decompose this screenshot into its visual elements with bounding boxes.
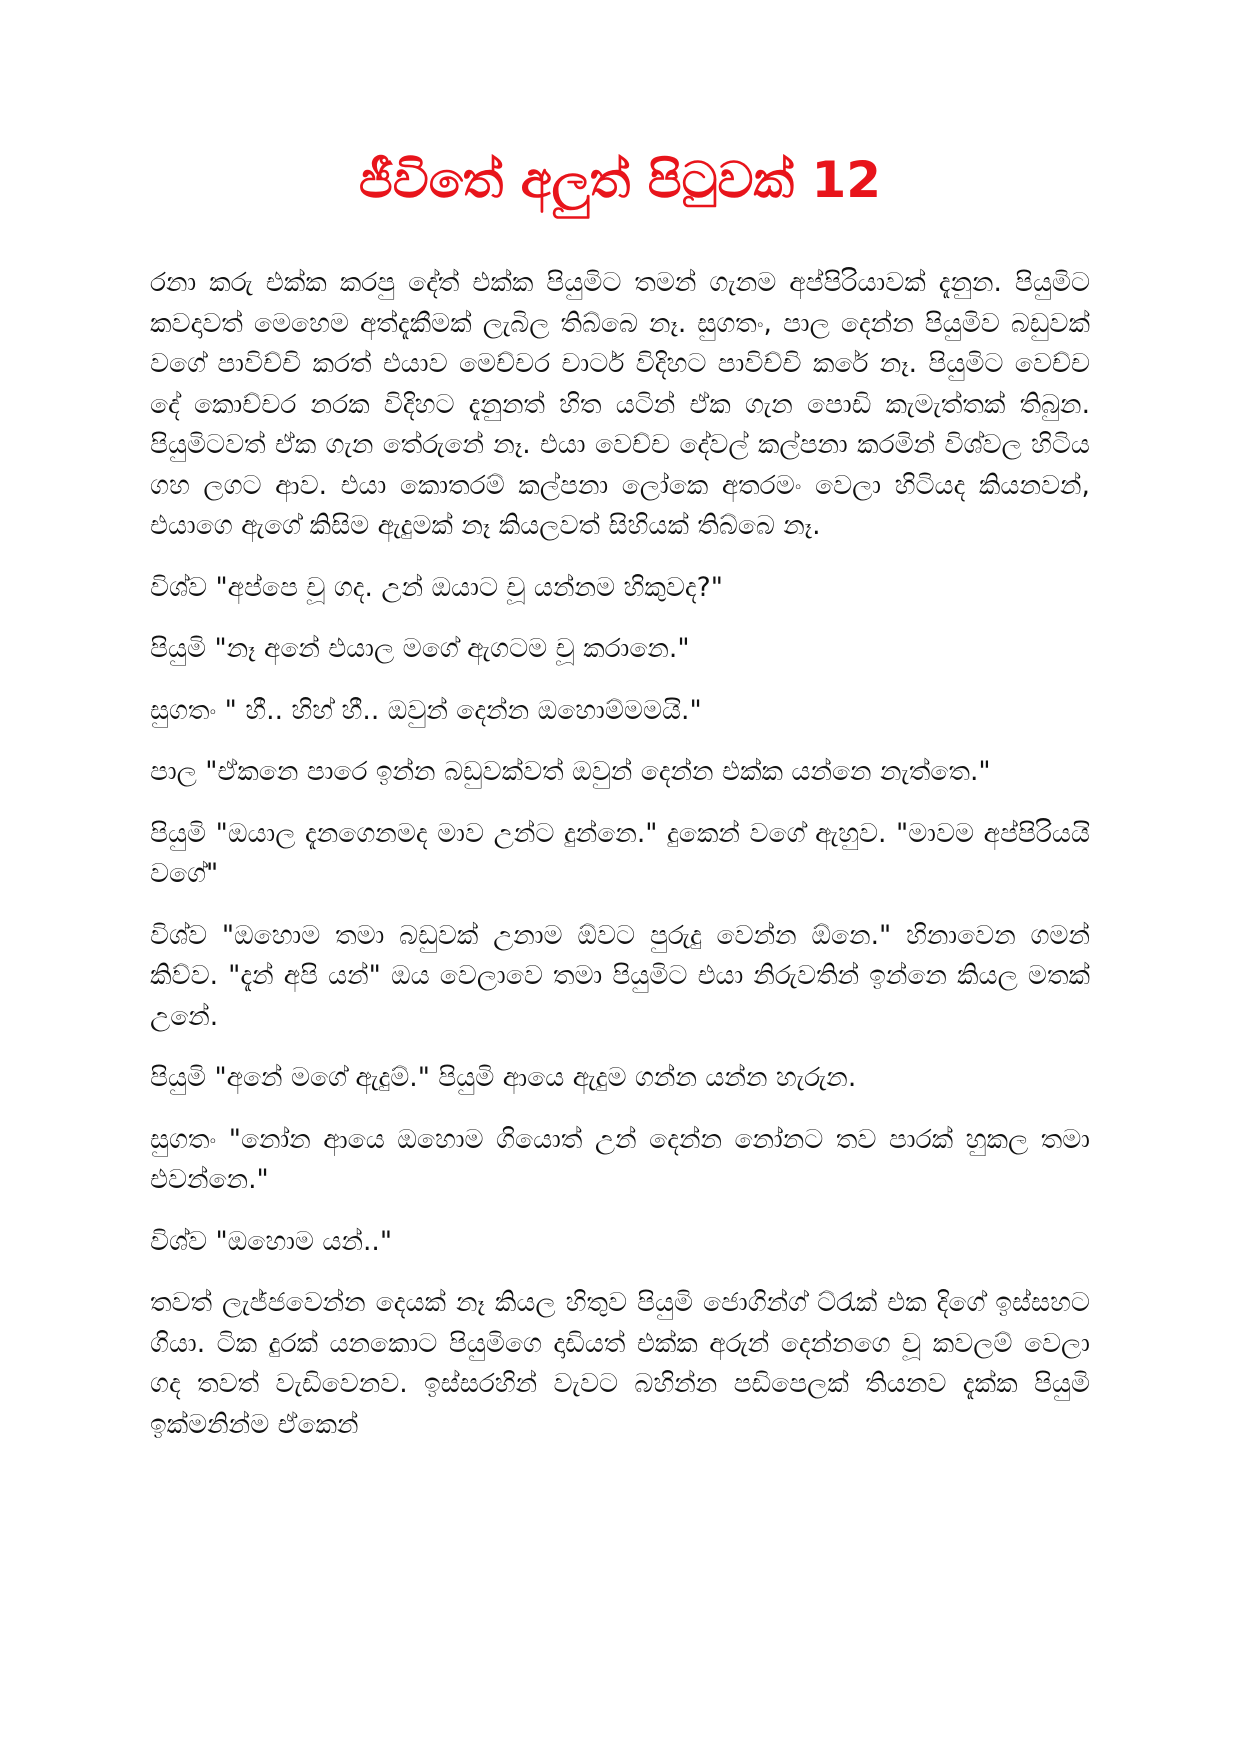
story-body [150, 263, 1090, 1445]
paragraph: විශ්ව "අප්පෙ චූ ගද. උන් ඔයාට චූ යන්නම හිකුවද?" [150, 571, 723, 603]
paragraph: පාල "ඒකනෙ පාරෙ ඉන්න බඩුවක්වත් ඔවුන් දෙන්න එක්ක යන්නෙ නැත්තෙ." [150, 756, 991, 787]
paragraph: පියුමි "ඔයාල දැනගෙනමද මාව උන්ට දුන්නෙ." දුකෙන් වගේ ඇහුව. "මාවම අප්පිරියයි වගේ" [150, 817, 1090, 889]
paragraph: විශ්ව "ඔහොම තමා බඩුවක් උනාම ඕවට පුරුදු වෙන්න ඕනෙ." හිනාවෙන ගමන් කිව්ව. "දැන් අපි යන්" ඔය වෙලාවෙ තමා පියුමිට එයා නිරුවතින් ඉන්නෙ කියල මතක් උනේ. [150, 919, 1090, 1032]
paragraph: සුගතං " හී.. හිහ් හී.. ඔවුන් දෙන්න ඔහොම්මමයි." [150, 694, 702, 726]
paragraph: සුගතං "නෝන ආයෙ ඔහොම ගියොත් උන් දෙන්න නෝනට තව පාරක් හුකල තමා එවන්නෙ." [150, 1123, 1090, 1195]
page-title: ජීවිතේ අලුත් පිටුවක් 12 [358, 151, 882, 209]
paragraph: පියුමි "නෑ අනේ එයාල මගේ ඇගටම චූ කරානෙ." [150, 633, 690, 664]
paragraph: පියුමි "අනේ මගේ ඇදුම්." පියුමි ආයෙ ඇදුම ගන්න යන්න හැරුන. [150, 1062, 857, 1093]
paragraph: රනා කරු එක්ක කරපු දේත් එක්ක පියුමිට තමන් ගැනම අප්පිරියාවක් දැනුන. පියුමිට කවදාවත් මෙහෙම අත්දැකීමක් ලැබිල තිබ්බෙ නෑ. සුගතං, පාල දෙන්න පියුමිව බඩුවක් වගේ පාවිච්චි කරත් එයාව මෙච්චර චාටර් විදිහට පාවිච්චි කරේ නෑ. පියුමිට වෙච්ච දේ කොච්චර නරක විදිහට දැනුනත් හිත යටින් ඒක ගැන පොඩි කැමැත්තක් තිබුන. පියුමිටවත් ඒක ගැන තේරුනේ නෑ. එයා වෙච්ච දේවල් කල්පනා කරමින් විශ්වල හිටිය ගහ ලගට ආව. එයා කොතරම් කල්පනා ලෝකෙ අතරමං වෙලා හිටියද කියනවන්, එයාගෙ ඇගේ කිසිම ඇදුමක් නෑ කියලවත් සිහියක් තිබ්බෙ නෑ. [150, 267, 1090, 541]
paragraph: තවත් ලැජ්ජවෙන්න දෙයක් නෑ කියල හිතුව පියුමි ජොගින්ග් ට්රැක් එක දිගේ ඉස්සහට ගියා. ටික දුරක් යනකොට පියුමිගෙ දාඩියත් එක්ක අරුන් දෙන්නගෙ චූ කවලම් වෙලා ගද තවත් වැඩිවෙනව. ඉස්සරහින් වැවට බහින්න පඩිපෙලක් තියනව දැක්ක පියුමි ඉක්මනින්ම ඒකෙන් [150, 1287, 1090, 1440]
paragraph: විශ්ව "ඔහොම යන්.." [150, 1225, 393, 1257]
